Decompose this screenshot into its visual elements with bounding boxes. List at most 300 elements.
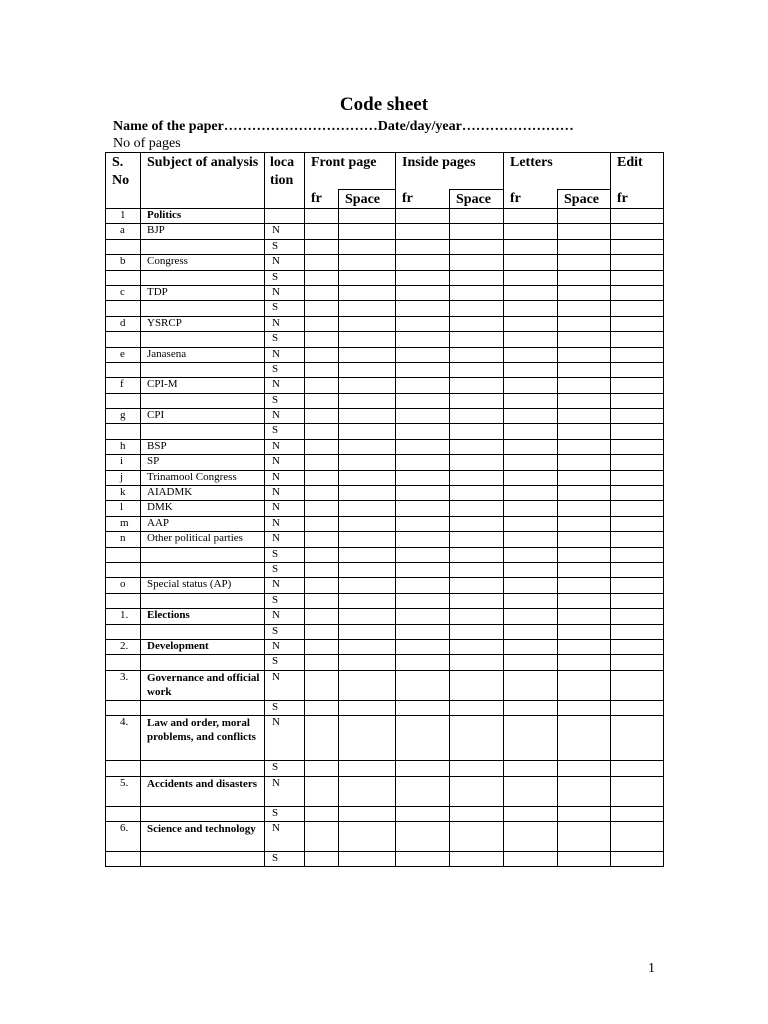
cell-letters-fr[interactable] [504, 424, 558, 439]
cell-front-fr[interactable] [305, 347, 339, 362]
cell-inside-fr[interactable] [396, 700, 450, 715]
cell-location: S [265, 806, 305, 821]
cell-letters-space[interactable] [558, 255, 611, 270]
cell-letters-space[interactable] [558, 716, 611, 761]
cell-front-space[interactable] [339, 486, 396, 501]
cell-front-fr[interactable] [305, 209, 339, 224]
cell-letters-fr[interactable] [504, 532, 558, 547]
table-row [106, 655, 664, 670]
cell-edit-fr[interactable] [611, 285, 664, 300]
cell-letters-space[interactable] [558, 593, 611, 608]
cell-inside-space[interactable] [450, 316, 504, 331]
cell-inside-space[interactable] [450, 501, 504, 516]
cell-letters-fr[interactable] [504, 316, 558, 331]
cell-inside-space[interactable] [450, 239, 504, 254]
cell-letters-space[interactable] [558, 239, 611, 254]
cell-inside-fr[interactable] [396, 593, 450, 608]
cell-front-fr[interactable] [305, 224, 339, 239]
cell-front-fr[interactable] [305, 316, 339, 331]
cell-front-fr[interactable] [305, 501, 339, 516]
cell-letters-space[interactable] [558, 670, 611, 700]
cell-letters-space[interactable] [558, 424, 611, 439]
cell-inside-space[interactable] [450, 362, 504, 377]
cell-inside-fr[interactable] [396, 562, 450, 577]
cell-edit-fr[interactable] [611, 301, 664, 316]
table-row [106, 776, 664, 806]
cell-front-fr[interactable] [305, 578, 339, 593]
cell-front-space[interactable] [339, 639, 396, 654]
cell-front-fr[interactable] [305, 821, 339, 851]
cell-letters-space[interactable] [558, 301, 611, 316]
cell-subject [141, 393, 265, 408]
cell-letters-fr[interactable] [504, 470, 558, 485]
cell-edit-fr[interactable] [611, 547, 664, 562]
cell-letters-space[interactable] [558, 609, 611, 624]
cell-letters-space[interactable] [558, 655, 611, 670]
table-row [106, 470, 664, 485]
cell-letters-fr[interactable] [504, 716, 558, 761]
cell-front-space[interactable] [339, 716, 396, 761]
cell-inside-space[interactable] [450, 470, 504, 485]
cell-front-space[interactable] [339, 378, 396, 393]
cell-location: S [265, 547, 305, 562]
cell-inside-fr[interactable] [396, 486, 450, 501]
cell-front-space[interactable] [339, 700, 396, 715]
paper-details-line: Name of the paper……………………………Date/day/year…………………… [113, 119, 574, 134]
cell-front-fr[interactable] [305, 851, 339, 866]
cell-edit-fr[interactable] [611, 655, 664, 670]
cell-letters-space[interactable] [558, 378, 611, 393]
cell-location: S [265, 301, 305, 316]
cell-letters-space[interactable] [558, 851, 611, 866]
cell-inside-space[interactable] [450, 655, 504, 670]
cell-subject [141, 547, 265, 562]
cell-letters-space[interactable] [558, 316, 611, 331]
cell-letters-space[interactable] [558, 439, 611, 454]
cell-edit-fr[interactable] [611, 409, 664, 424]
cell-inside-fr[interactable] [396, 347, 450, 362]
cell-front-space[interactable] [339, 255, 396, 270]
cell-front-space[interactable] [339, 761, 396, 776]
cell-letters-space[interactable] [558, 821, 611, 851]
cell-edit-fr[interactable] [611, 209, 664, 224]
cell-front-space[interactable] [339, 332, 396, 347]
cell-location [265, 209, 305, 224]
cell-front-fr[interactable] [305, 409, 339, 424]
cell-edit-fr[interactable] [611, 593, 664, 608]
cell-edit-fr[interactable] [611, 821, 664, 851]
cell-sno [106, 393, 141, 408]
cell-front-space[interactable] [339, 655, 396, 670]
cell-inside-space[interactable] [450, 806, 504, 821]
cell-location: S [265, 562, 305, 577]
cell-front-fr[interactable] [305, 655, 339, 670]
cell-edit-fr[interactable] [611, 486, 664, 501]
cell-front-space[interactable] [339, 270, 396, 285]
cell-edit-fr[interactable] [611, 639, 664, 654]
table-row [106, 578, 664, 593]
cell-front-space[interactable] [339, 409, 396, 424]
cell-edit-fr[interactable] [611, 700, 664, 715]
cell-letters-space[interactable] [558, 455, 611, 470]
cell-front-fr[interactable] [305, 332, 339, 347]
cell-front-space[interactable] [339, 501, 396, 516]
cell-letters-space[interactable] [558, 285, 611, 300]
cell-front-fr[interactable] [305, 455, 339, 470]
cell-letters-fr[interactable] [504, 655, 558, 670]
cell-inside-fr[interactable] [396, 776, 450, 806]
cell-edit-fr[interactable] [611, 501, 664, 516]
cell-inside-space[interactable] [450, 332, 504, 347]
cell-front-space[interactable] [339, 624, 396, 639]
cell-letters-fr[interactable] [504, 455, 558, 470]
cell-inside-space[interactable] [450, 301, 504, 316]
cell-front-space[interactable] [339, 806, 396, 821]
cell-inside-fr[interactable] [396, 578, 450, 593]
table-row [106, 393, 664, 408]
cell-inside-space[interactable] [450, 455, 504, 470]
cell-inside-fr[interactable] [396, 501, 450, 516]
cell-letters-fr[interactable] [504, 209, 558, 224]
cell-front-fr[interactable] [305, 670, 339, 700]
cell-inside-space[interactable] [450, 776, 504, 806]
cell-edit-fr[interactable] [611, 578, 664, 593]
cell-letters-fr[interactable] [504, 301, 558, 316]
cell-inside-space[interactable] [450, 578, 504, 593]
cell-front-fr[interactable] [305, 270, 339, 285]
cell-letters-space[interactable] [558, 470, 611, 485]
cell-front-space[interactable] [339, 239, 396, 254]
cell-letters-fr[interactable] [504, 624, 558, 639]
cell-front-space[interactable] [339, 578, 396, 593]
cell-inside-fr[interactable] [396, 378, 450, 393]
cell-letters-space[interactable] [558, 700, 611, 715]
cell-edit-fr[interactable] [611, 362, 664, 377]
cell-subject [141, 270, 265, 285]
cell-letters-fr[interactable] [504, 332, 558, 347]
cell-front-fr[interactable] [305, 486, 339, 501]
cell-letters-fr[interactable] [504, 393, 558, 408]
cell-edit-fr[interactable] [611, 470, 664, 485]
cell-inside-fr[interactable] [396, 624, 450, 639]
cell-inside-space[interactable] [450, 378, 504, 393]
cell-front-fr[interactable] [305, 285, 339, 300]
cell-subject [141, 424, 265, 439]
cell-front-space[interactable] [339, 424, 396, 439]
cell-letters-fr[interactable] [504, 378, 558, 393]
cell-letters-space[interactable] [558, 806, 611, 821]
cell-inside-space[interactable] [450, 624, 504, 639]
cell-front-fr[interactable] [305, 255, 339, 270]
cell-subject [141, 624, 265, 639]
cell-edit-fr[interactable] [611, 609, 664, 624]
cell-letters-fr[interactable] [504, 239, 558, 254]
cell-letters-fr[interactable] [504, 761, 558, 776]
cell-letters-space[interactable] [558, 224, 611, 239]
table-row [106, 821, 664, 851]
cell-inside-fr[interactable] [396, 255, 450, 270]
code-sheet-table [105, 152, 664, 867]
cell-inside-space[interactable] [450, 639, 504, 654]
cell-inside-space[interactable] [450, 761, 504, 776]
cell-front-space[interactable] [339, 670, 396, 700]
header-letters-space: Space [558, 190, 611, 209]
cell-location: N [265, 821, 305, 851]
cell-letters-fr[interactable] [504, 501, 558, 516]
cell-location: S [265, 761, 305, 776]
cell-letters-fr[interactable] [504, 593, 558, 608]
cell-inside-space[interactable] [450, 593, 504, 608]
cell-inside-fr[interactable] [396, 761, 450, 776]
cell-front-fr[interactable] [305, 532, 339, 547]
cell-letters-fr[interactable] [504, 562, 558, 577]
cell-front-space[interactable] [339, 285, 396, 300]
cell-edit-fr[interactable] [611, 424, 664, 439]
cell-letters-space[interactable] [558, 501, 611, 516]
cell-front-space[interactable] [339, 532, 396, 547]
cell-letters-fr[interactable] [504, 255, 558, 270]
cell-edit-fr[interactable] [611, 378, 664, 393]
cell-letters-fr[interactable] [504, 700, 558, 715]
cell-inside-fr[interactable] [396, 285, 450, 300]
cell-letters-space[interactable] [558, 547, 611, 562]
cell-front-space[interactable] [339, 516, 396, 531]
cell-inside-space[interactable] [450, 700, 504, 715]
cell-front-space[interactable] [339, 455, 396, 470]
cell-inside-fr[interactable] [396, 851, 450, 866]
cell-letters-space[interactable] [558, 532, 611, 547]
cell-inside-space[interactable] [450, 255, 504, 270]
cell-letters-fr[interactable] [504, 285, 558, 300]
cell-front-space[interactable] [339, 821, 396, 851]
cell-front-space[interactable] [339, 851, 396, 866]
cell-letters-fr[interactable] [504, 270, 558, 285]
cell-letters-space[interactable] [558, 332, 611, 347]
cell-letters-fr[interactable] [504, 439, 558, 454]
cell-front-space[interactable] [339, 547, 396, 562]
cell-front-fr[interactable] [305, 639, 339, 654]
cell-front-space[interactable] [339, 776, 396, 806]
cell-inside-fr[interactable] [396, 670, 450, 700]
cell-inside-space[interactable] [450, 209, 504, 224]
cell-front-fr[interactable] [305, 301, 339, 316]
cell-edit-fr[interactable] [611, 516, 664, 531]
table-row [106, 332, 664, 347]
cell-front-fr[interactable] [305, 362, 339, 377]
cell-inside-fr[interactable] [396, 547, 450, 562]
cell-letters-fr[interactable] [504, 486, 558, 501]
cell-front-fr[interactable] [305, 593, 339, 608]
cell-inside-space[interactable] [450, 439, 504, 454]
cell-inside-space[interactable] [450, 821, 504, 851]
header-inside-space: Space [450, 190, 504, 209]
cell-front-space[interactable] [339, 209, 396, 224]
cell-letters-space[interactable] [558, 776, 611, 806]
cell-letters-fr[interactable] [504, 670, 558, 700]
cell-front-fr[interactable] [305, 547, 339, 562]
cell-inside-fr[interactable] [396, 316, 450, 331]
cell-letters-space[interactable] [558, 270, 611, 285]
cell-front-space[interactable] [339, 562, 396, 577]
cell-edit-fr[interactable] [611, 716, 664, 761]
cell-inside-space[interactable] [450, 532, 504, 547]
cell-front-fr[interactable] [305, 761, 339, 776]
cell-edit-fr[interactable] [611, 255, 664, 270]
cell-inside-space[interactable] [450, 270, 504, 285]
cell-inside-fr[interactable] [396, 821, 450, 851]
cell-front-fr[interactable] [305, 239, 339, 254]
cell-edit-fr[interactable] [611, 761, 664, 776]
cell-front-fr[interactable] [305, 624, 339, 639]
cell-letters-fr[interactable] [504, 609, 558, 624]
cell-edit-fr[interactable] [611, 347, 664, 362]
cell-inside-space[interactable] [450, 224, 504, 239]
cell-letters-space[interactable] [558, 516, 611, 531]
cell-location: N [265, 285, 305, 300]
cell-front-space[interactable] [339, 316, 396, 331]
cell-inside-fr[interactable] [396, 655, 450, 670]
cell-edit-fr[interactable] [611, 332, 664, 347]
cell-front-fr[interactable] [305, 439, 339, 454]
cell-edit-fr[interactable] [611, 270, 664, 285]
cell-sno: n [106, 532, 141, 547]
cell-inside-fr[interactable] [396, 806, 450, 821]
cell-edit-fr[interactable] [611, 532, 664, 547]
cell-letters-space[interactable] [558, 639, 611, 654]
cell-front-space[interactable] [339, 470, 396, 485]
cell-edit-fr[interactable] [611, 776, 664, 806]
cell-letters-space[interactable] [558, 578, 611, 593]
cell-letters-fr[interactable] [504, 821, 558, 851]
cell-edit-fr[interactable] [611, 316, 664, 331]
cell-inside-fr[interactable] [396, 409, 450, 424]
cell-front-fr[interactable] [305, 424, 339, 439]
cell-edit-fr[interactable] [611, 455, 664, 470]
cell-inside-fr[interactable] [396, 470, 450, 485]
cell-sno: c [106, 285, 141, 300]
cell-inside-fr[interactable] [396, 332, 450, 347]
cell-front-space[interactable] [339, 301, 396, 316]
cell-inside-space[interactable] [450, 609, 504, 624]
cell-inside-space[interactable] [450, 547, 504, 562]
cell-edit-fr[interactable] [611, 239, 664, 254]
cell-letters-fr[interactable] [504, 224, 558, 239]
cell-edit-fr[interactable] [611, 624, 664, 639]
cell-letters-fr[interactable] [504, 776, 558, 806]
cell-front-space[interactable] [339, 393, 396, 408]
cell-front-space[interactable] [339, 593, 396, 608]
cell-inside-space[interactable] [450, 716, 504, 761]
cell-letters-fr[interactable] [504, 851, 558, 866]
cell-edit-fr[interactable] [611, 224, 664, 239]
table-row [106, 409, 664, 424]
cell-inside-space[interactable] [450, 486, 504, 501]
cell-inside-space[interactable] [450, 424, 504, 439]
cell-subject [141, 562, 265, 577]
cell-inside-fr[interactable] [396, 224, 450, 239]
cell-inside-fr[interactable] [396, 716, 450, 761]
cell-front-fr[interactable] [305, 562, 339, 577]
cell-edit-fr[interactable] [611, 562, 664, 577]
cell-letters-fr[interactable] [504, 362, 558, 377]
cell-subject [141, 700, 265, 715]
cell-letters-fr[interactable] [504, 516, 558, 531]
cell-edit-fr[interactable] [611, 806, 664, 821]
cell-letters-fr[interactable] [504, 578, 558, 593]
cell-letters-fr[interactable] [504, 806, 558, 821]
cell-letters-space[interactable] [558, 347, 611, 362]
cell-letters-fr[interactable] [504, 547, 558, 562]
cell-edit-fr[interactable] [611, 851, 664, 866]
cell-front-fr[interactable] [305, 516, 339, 531]
cell-letters-space[interactable] [558, 209, 611, 224]
cell-edit-fr[interactable] [611, 393, 664, 408]
cell-letters-fr[interactable] [504, 409, 558, 424]
cell-letters-space[interactable] [558, 761, 611, 776]
cell-inside-fr[interactable] [396, 209, 450, 224]
cell-front-space[interactable] [339, 362, 396, 377]
cell-inside-space[interactable] [450, 670, 504, 700]
cell-front-space[interactable] [339, 439, 396, 454]
cell-inside-space[interactable] [450, 285, 504, 300]
cell-front-space[interactable] [339, 609, 396, 624]
cell-inside-fr[interactable] [396, 639, 450, 654]
cell-front-fr[interactable] [305, 716, 339, 761]
cell-edit-fr[interactable] [611, 670, 664, 700]
cell-front-space[interactable] [339, 224, 396, 239]
cell-front-fr[interactable] [305, 378, 339, 393]
cell-inside-fr[interactable] [396, 455, 450, 470]
cell-letters-space[interactable] [558, 624, 611, 639]
cell-inside-space[interactable] [450, 562, 504, 577]
cell-inside-fr[interactable] [396, 270, 450, 285]
cell-subject [141, 239, 265, 254]
cell-inside-space[interactable] [450, 516, 504, 531]
cell-letters-space[interactable] [558, 409, 611, 424]
cell-inside-space[interactable] [450, 851, 504, 866]
cell-letters-space[interactable] [558, 486, 611, 501]
cell-inside-space[interactable] [450, 409, 504, 424]
cell-location: S [265, 655, 305, 670]
cell-inside-fr[interactable] [396, 516, 450, 531]
cell-front-fr[interactable] [305, 470, 339, 485]
cell-letters-fr[interactable] [504, 347, 558, 362]
cell-inside-fr[interactable] [396, 362, 450, 377]
cell-inside-fr[interactable] [396, 301, 450, 316]
cell-front-fr[interactable] [305, 776, 339, 806]
cell-inside-fr[interactable] [396, 424, 450, 439]
cell-sno: 3. [106, 670, 141, 700]
cell-inside-fr[interactable] [396, 609, 450, 624]
cell-inside-fr[interactable] [396, 439, 450, 454]
cell-inside-fr[interactable] [396, 532, 450, 547]
cell-inside-fr[interactable] [396, 239, 450, 254]
cell-letters-fr[interactable] [504, 639, 558, 654]
cell-front-fr[interactable] [305, 700, 339, 715]
cell-letters-space[interactable] [558, 362, 611, 377]
cell-inside-fr[interactable] [396, 393, 450, 408]
cell-front-fr[interactable] [305, 806, 339, 821]
cell-front-space[interactable] [339, 347, 396, 362]
cell-front-fr[interactable] [305, 393, 339, 408]
cell-inside-space[interactable] [450, 347, 504, 362]
cell-subject: Special status (AP) [141, 578, 265, 593]
cell-inside-space[interactable] [450, 393, 504, 408]
cell-edit-fr[interactable] [611, 439, 664, 454]
cell-front-fr[interactable] [305, 609, 339, 624]
cell-letters-space[interactable] [558, 562, 611, 577]
cell-letters-space[interactable] [558, 393, 611, 408]
